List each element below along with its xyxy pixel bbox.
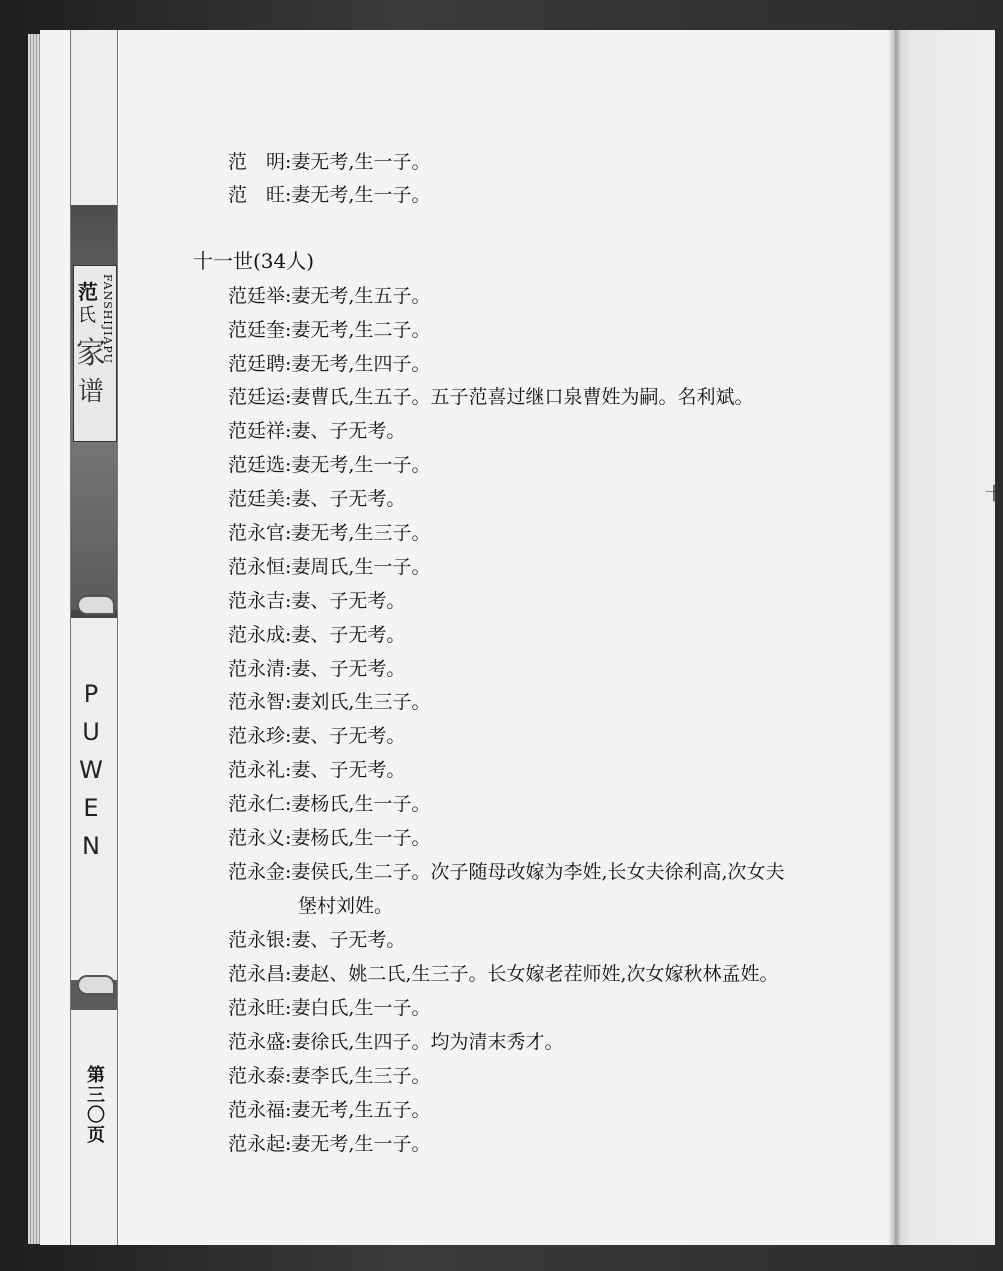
entry-text: :妻白氏,生一子。 [285, 997, 431, 1019]
entry-row [228, 652, 838, 686]
entry-text: :妻无考,生三子。 [285, 522, 431, 544]
entry-text: :妻无考,生一子。 [285, 184, 431, 206]
entry-name: 范永礼 [228, 759, 286, 781]
entry-name: 范廷美 [228, 488, 286, 510]
title-char-fan: 范 [78, 280, 98, 304]
cloud-ornament-icon-lower [77, 975, 115, 995]
sidebar-band [70, 30, 118, 1245]
entry-text: :妻无考,生一子。 [285, 454, 431, 476]
entry-row [228, 753, 838, 787]
entry-text: :妻无考,生五子。 [285, 285, 431, 307]
entry-row [228, 380, 838, 414]
entry-before-2 [228, 178, 838, 212]
entry-row [228, 991, 838, 1025]
entry-name: 范廷祥 [228, 420, 286, 442]
entry-name: 范廷聘 [228, 353, 286, 375]
entry-name: 范廷奎 [228, 319, 286, 341]
next-page-fragment: 十 [985, 484, 1003, 505]
entry-row [228, 279, 838, 313]
entry-row [228, 923, 838, 957]
entry-name: 范永盛 [228, 1031, 286, 1053]
entry-text: :妻、子无考。 [285, 929, 406, 951]
entry-text: :妻无考,生四子。 [285, 353, 431, 375]
entry-row [228, 855, 838, 923]
entry-text: :妻、子无考。 [285, 488, 406, 510]
entry-name: 范永仁 [228, 793, 286, 815]
entry-row [228, 787, 838, 821]
entry-name: 范永起 [228, 1133, 286, 1155]
entry-text: :妻、子无考。 [285, 624, 406, 646]
entry-text: :妻、子无考。 [285, 725, 406, 747]
entry-row [228, 347, 838, 381]
entry-text: :妻、子无考。 [285, 590, 406, 612]
entry-text: :妻、子无考。 [285, 420, 406, 442]
entry-continuation: 堡村刘姓。 [298, 895, 394, 917]
entry-row [228, 448, 838, 482]
entry-name: 范廷选 [228, 454, 286, 476]
entry-text: :妻无考,生一子。 [285, 1133, 431, 1155]
entry-row [228, 719, 838, 753]
entry-name: 范永清 [228, 658, 286, 680]
entry-name: 范永旺 [228, 997, 286, 1019]
section-label: PUWEN [77, 680, 105, 870]
entry-text: :妻刘氏,生三子。 [285, 691, 431, 713]
entry-name: 范永吉 [228, 590, 286, 612]
entry-text: :妻杨氏,生一子。 [285, 793, 431, 815]
entry-row [228, 516, 838, 550]
entry-name: 范永昌 [228, 963, 286, 985]
entry-row [228, 482, 838, 516]
entry-text: :妻李氏,生三子。 [285, 1065, 431, 1087]
entry-name: 范永恒 [228, 556, 286, 578]
title-char-pu: 谱 [78, 377, 105, 407]
entry-name: 范永银 [228, 929, 286, 951]
title-pinyin: FANSHIJIAPU [101, 274, 114, 364]
entry-row [228, 550, 838, 584]
entry-row [228, 821, 838, 855]
entry-row [228, 957, 838, 991]
entry-text: :妻杨氏,生一子。 [285, 827, 431, 849]
entry-name: 范永金 [228, 861, 286, 883]
entry-name: 范永泰 [228, 1065, 286, 1087]
entry-text: :妻周氏,生一子。 [285, 556, 431, 578]
entry-text: :妻、子无考。 [285, 759, 406, 781]
entry-name: 范廷运 [228, 386, 286, 408]
book-title-logo [73, 265, 117, 442]
entry-name: 范永官 [228, 522, 286, 544]
entry-row [228, 618, 838, 652]
entry-name: 范永珍 [228, 725, 286, 747]
entry-row [228, 1059, 838, 1093]
next-page-edge [895, 30, 995, 1245]
entry-row [228, 1127, 838, 1161]
entry-name: 范永成 [228, 624, 286, 646]
entry-name: 范 明 [228, 151, 286, 173]
entry-text: :妻无考,生五子。 [285, 1099, 431, 1121]
entry-text: :妻徐氏,生四子。均为清末秀才。 [285, 1031, 564, 1053]
entry-text: :妻无考,生一子。 [285, 151, 431, 173]
spine-shadow [888, 30, 900, 1245]
entry-text: :妻侯氏,生二子。次子随母改嫁为李姓,长女夫徐利高,次女夫 [285, 861, 785, 883]
entry-text: :妻赵、姚二氏,生三子。长女嫁老茬师姓,次女嫁秋林孟姓。 [285, 963, 779, 985]
entry-text: :妻、子无考。 [285, 658, 406, 680]
entry-name: 范永福 [228, 1099, 286, 1121]
entry-name: 范廷举 [228, 285, 286, 307]
entry-row [228, 1093, 838, 1127]
entry-text: :妻曹氏,生五子。五子范喜过继口泉曹姓为嗣。名利斌。 [285, 386, 754, 408]
cloud-ornament-icon [77, 595, 115, 615]
entry-row [228, 313, 838, 347]
entry-text: :妻无考,生二子。 [285, 319, 431, 341]
title-char-shi: 氏 [78, 305, 96, 326]
entry-row [228, 1025, 838, 1059]
generation-heading: 十一世(34人) [193, 249, 315, 273]
entry-row [228, 414, 838, 448]
title-char-jia: 家 [76, 336, 106, 371]
entry-before-1 [228, 145, 838, 179]
entry-row [228, 584, 838, 618]
entry-name: 范永智 [228, 691, 286, 713]
entry-name: 范 旺 [228, 184, 286, 206]
entry-row [228, 685, 838, 719]
entry-name: 范永义 [228, 827, 286, 849]
page-number: 第三〇页 [84, 1065, 105, 1145]
